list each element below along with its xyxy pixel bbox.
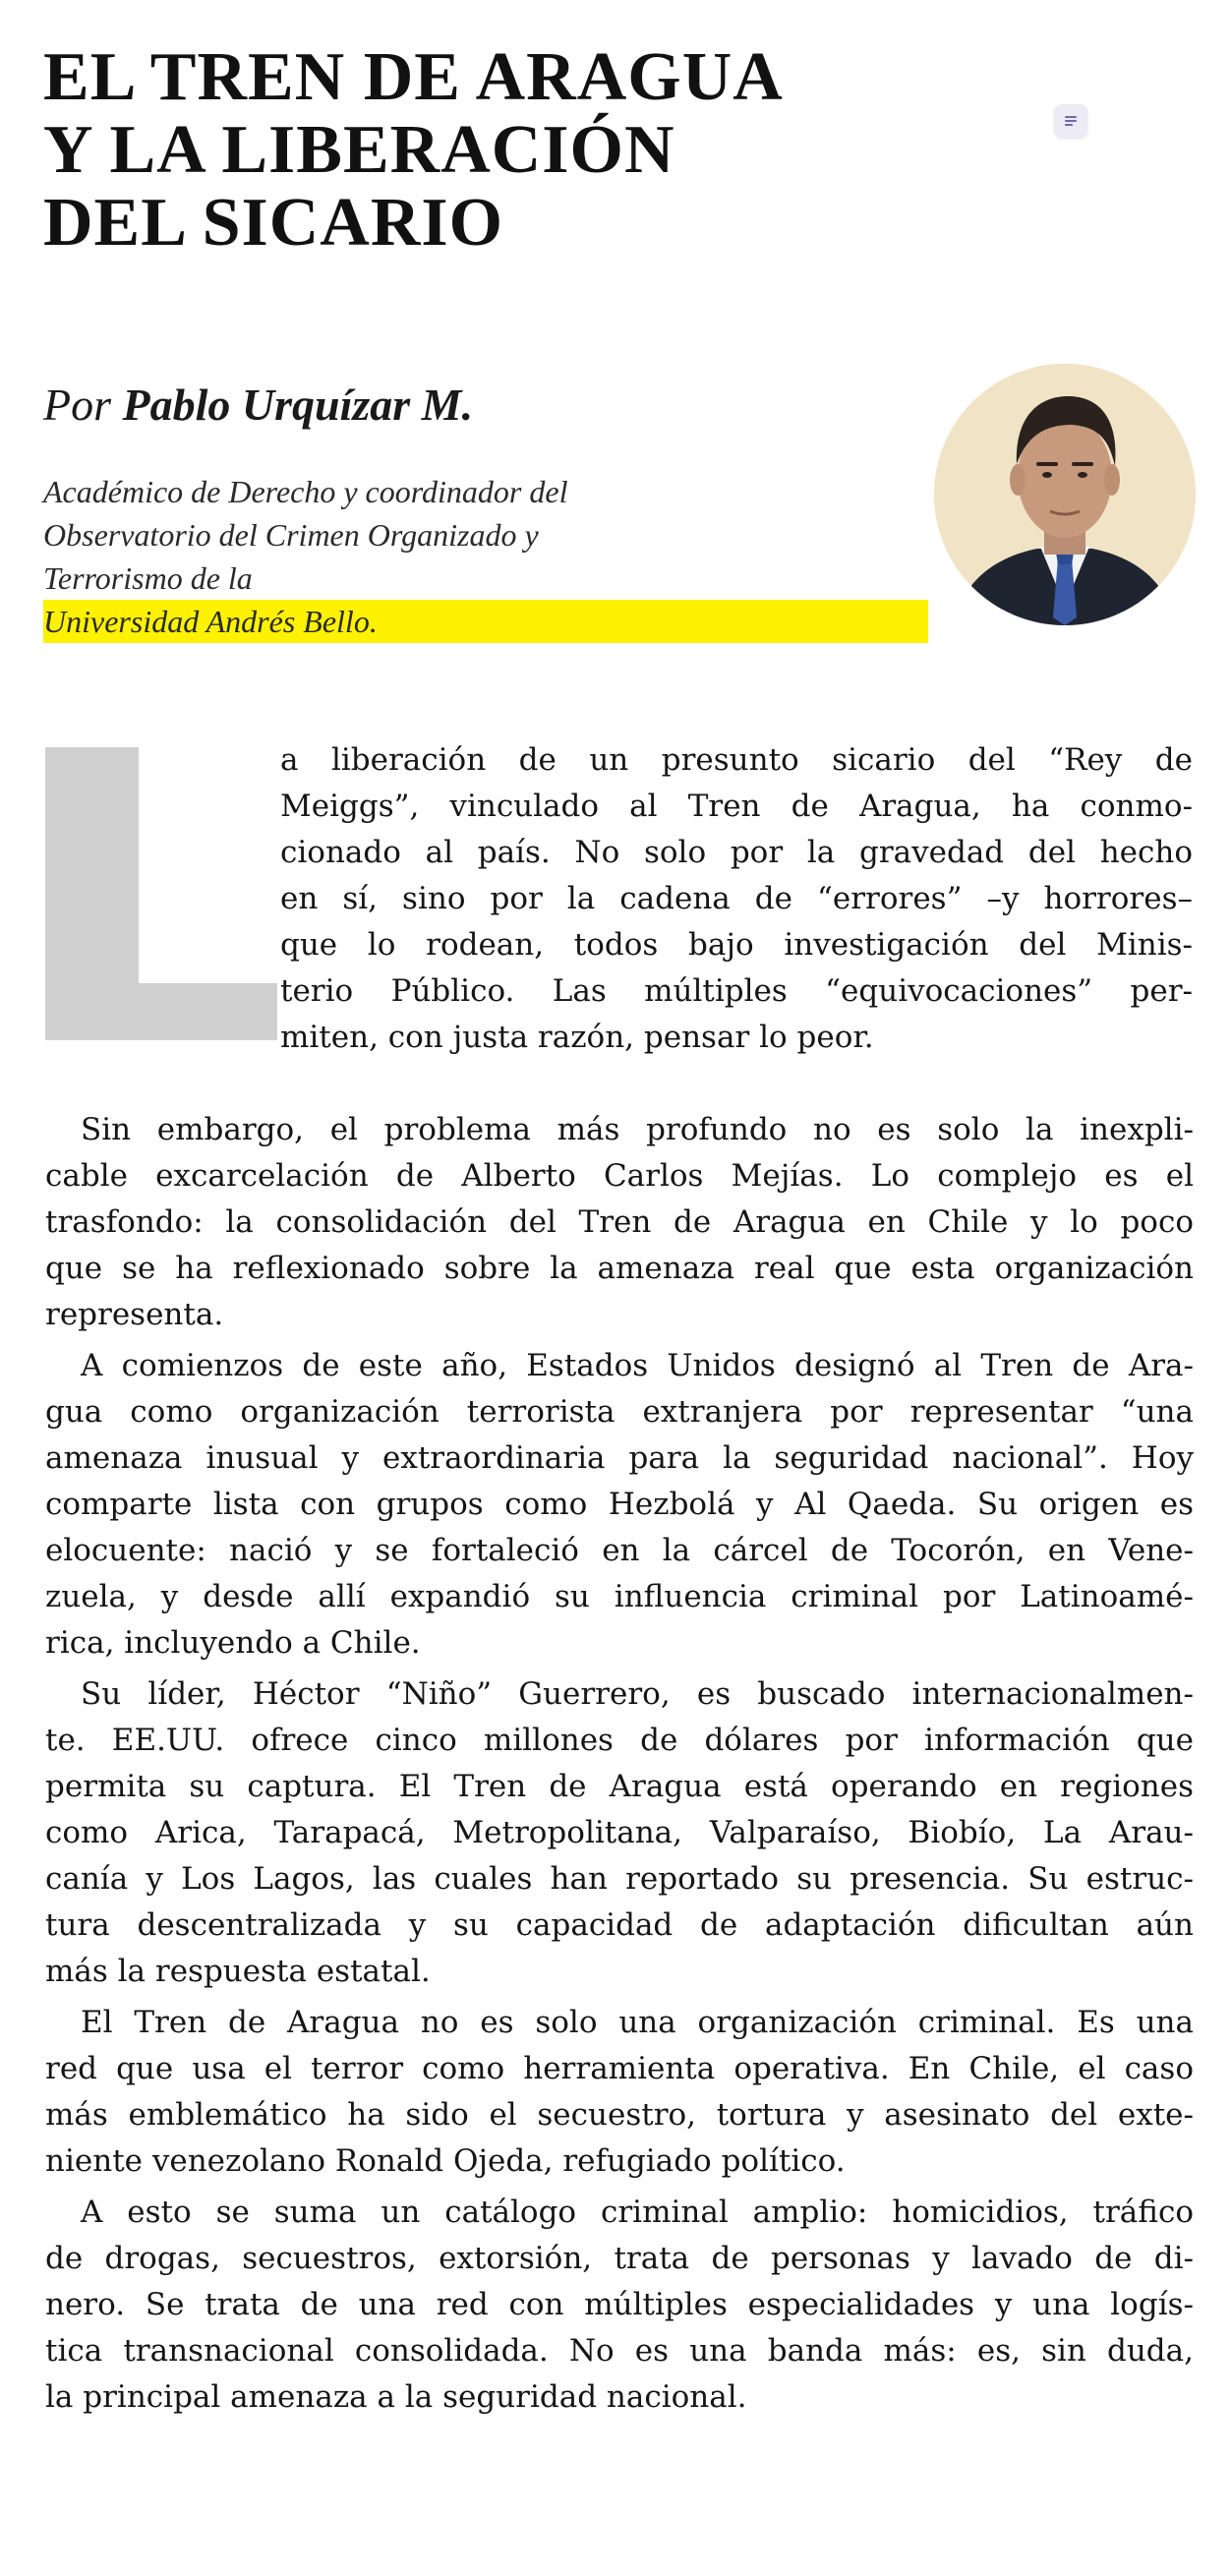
paragraph-line: Sin embargo, el problema más profundo no es solo la inexpli- — [81, 1112, 1194, 1147]
paragraph-line: red que usa el terror como herramienta operativa. En Chile, el caso — [45, 2051, 1194, 2086]
paragraph-line: zuela, y desde allí expandió su influencia criminal por Latinoamé- — [45, 1579, 1194, 1614]
headline-line: EL TREN DE ARAGUA — [43, 39, 784, 115]
first-paragraph-line: a liberación de un presunto sicario del “Rey de — [280, 742, 1193, 778]
paragraph-line: la principal amenaza a la seguridad nacional. — [45, 2379, 747, 2415]
paragraph-line: niente venezolano Ronald Ojeda, refugiado político. — [45, 2143, 846, 2179]
article-paragraph — [45, 1343, 1194, 1667]
headline — [43, 41, 889, 260]
paragraph-line: amenaza inusual y extraordinaria para la seguridad nacional”. Hoy — [45, 1440, 1194, 1476]
paragraph-line: A comienzos de este año, Estados Unidos designó al Tren de Ara- — [81, 1348, 1194, 1383]
paragraph-line: más emblemático ha sido el secuestro, tortura y asesinato del exte- — [45, 2097, 1194, 2133]
first-paragraph-line: terio Público. Las múltiples “equivocaciones” per- — [280, 973, 1193, 1009]
author-desc-text: Terrorismo de la — [43, 560, 253, 596]
paragraph-line: Su líder, Héctor “Niño” Guerrero, es buscado internacionalmen- — [81, 1676, 1194, 1712]
first-paragraph-line: Meiggs”, vinculado al Tren de Aragua, ha conmo- — [280, 789, 1193, 824]
author-desc-line: Académico de Derecho y coordinador del — [43, 474, 568, 509]
paragraph-line: gua como organización terrorista extranjera por representar “una — [45, 1394, 1194, 1430]
paragraph-line: nero. Se trata de una red con múltiples especialidades y una logís- — [45, 2287, 1194, 2322]
first-paragraph-line: que lo rodean, todos bajo investigación del Minis- — [280, 927, 1193, 963]
paragraph-line: permita su captura. El Tren de Aragua está operando en regiones — [45, 1769, 1194, 1804]
paragraph-line: representa. — [45, 1297, 224, 1332]
article-paragraph — [45, 2000, 1194, 2185]
paragraph-line: El Tren de Aragua no es solo una organización criminal. Es una — [81, 2005, 1194, 2040]
drop-cap-l — [45, 747, 277, 1040]
paragraph-line: tica transnacional consolidada. No es una banda más: es, sin duda, — [45, 2333, 1194, 2369]
paragraph-line: trasfondo: la consolidación del Tren de Aragua en Chile y lo poco — [45, 1204, 1194, 1240]
paragraph-line: que se ha reflexionado sobre la amenaza real que esta organización — [45, 1251, 1194, 1286]
headline-line: DEL SICARIO — [43, 185, 504, 261]
paragraph-line: como Arica, Tarapacá, Metropolitana, Valparaíso, Biobío, La Arau- — [45, 1815, 1194, 1850]
headline-line: Y LA LIBERACIÓN — [43, 112, 675, 188]
first-paragraph-line: cionado al país. No solo por la gravedad del hecho — [280, 835, 1193, 870]
paragraph-line: rica, incluyendo a Chile. — [45, 1625, 421, 1661]
first-paragraph — [280, 737, 1193, 1061]
lines-icon — [1063, 114, 1079, 128]
author-description — [43, 470, 928, 643]
paragraph-line: tura descentralizada y su capacidad de adaptación dificultan aún — [45, 1907, 1194, 1943]
paragraph-line: A esto se suma un catálogo criminal amplio: homicidios, tráfico — [81, 2195, 1194, 2230]
paragraph-line: de drogas, secuestros, extorsión, trata de personas y lavado de di- — [45, 2241, 1194, 2276]
article-paragraph — [45, 1671, 1194, 1995]
first-paragraph-line: en sí, sino por la cadena de “errores” –y horrores– — [280, 881, 1193, 916]
paragraph-line: te. EE.UU. ofrece cinco millones de dólares por información que — [45, 1723, 1194, 1758]
highlighted-university: Universidad Andrés Bello. — [43, 600, 928, 643]
paragraph-line: más la respuesta estatal. — [45, 1954, 431, 1989]
article-body — [45, 1107, 1194, 2426]
paragraph-line: elocuente: nació y se fortaleció en la cárcel de Tocorón, en Vene- — [45, 1533, 1194, 1568]
byline — [43, 378, 473, 433]
article-paragraph — [45, 1107, 1194, 1338]
paragraph-line: canía y Los Lagos, las cuales han reportado su presencia. Su estruc- — [45, 1861, 1194, 1897]
note-icon[interactable] — [1054, 104, 1087, 138]
paragraph-line: comparte lista con grupos como Hezbolá y Al Qaeda. Su origen es — [45, 1487, 1194, 1522]
article-paragraph — [45, 2190, 1194, 2421]
portrait-illustration — [934, 364, 1196, 625]
first-paragraph-line: miten, con justa razón, pensar lo peor. — [280, 1020, 874, 1055]
author-desc-line — [43, 556, 928, 643]
author-desc-line: Observatorio del Crimen Organizado y — [43, 517, 539, 553]
author-portrait — [934, 364, 1196, 625]
author-name: Pablo Urquízar M. — [122, 380, 474, 430]
paragraph-line: cable excarcelación de Alberto Carlos Mejías. Lo complejo es el — [45, 1158, 1194, 1194]
byline-prefix: Por — [43, 380, 123, 430]
drop-cap-glyph — [45, 747, 277, 1040]
